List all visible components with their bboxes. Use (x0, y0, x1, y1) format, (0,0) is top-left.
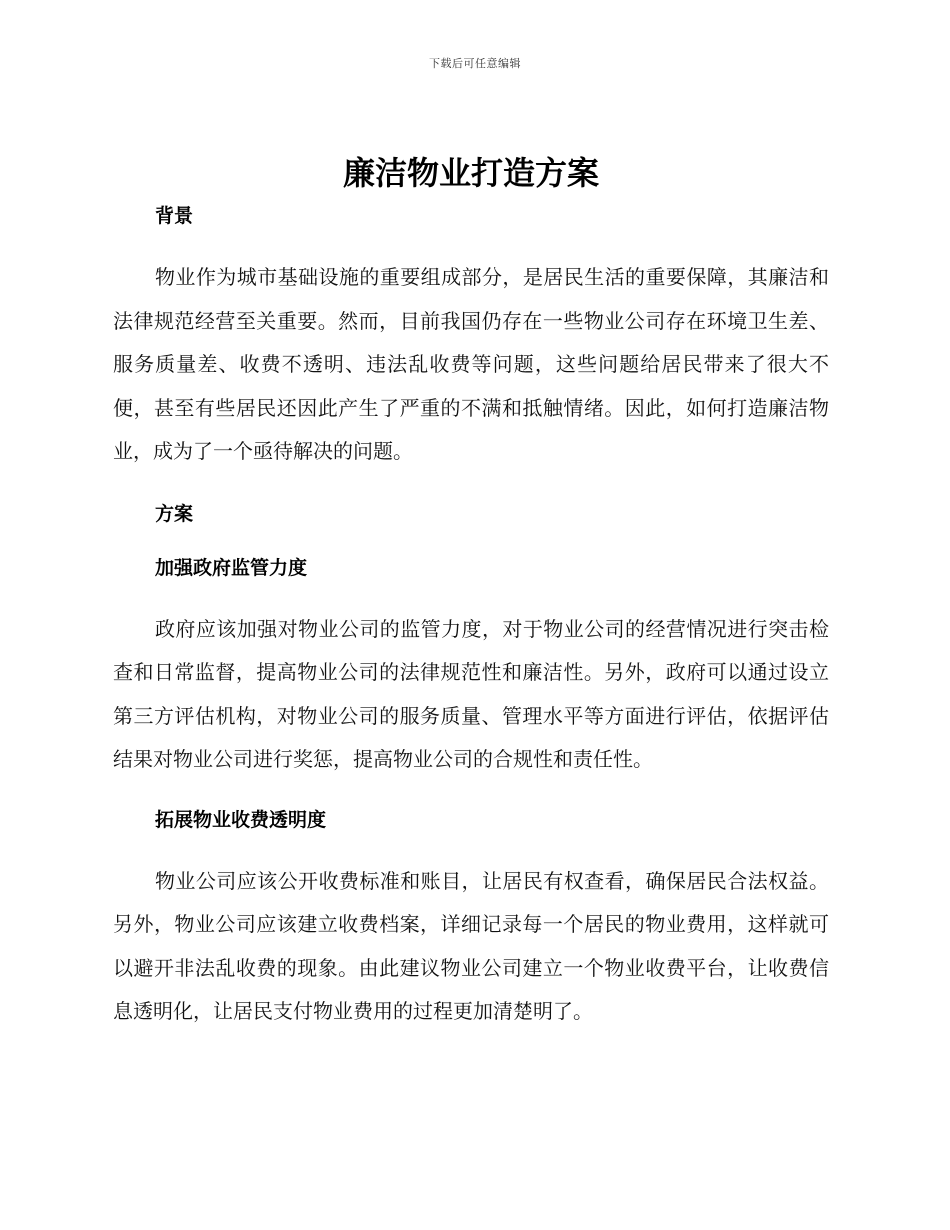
section-heading-fee-transparency: 拓展物业收费透明度 (155, 808, 327, 831)
section-heading-background: 背景 (155, 205, 194, 227)
document-body (113, 150, 829, 1034)
section-heading-plan: 方案 (155, 502, 194, 525)
section-heading-government-supervision: 加强政府监管力度 (155, 556, 308, 579)
running-header: 下载后可任意编辑 (429, 57, 521, 70)
government-supervision-paragraph: 政府应该加强对物业公司的监管力度，对于物业公司的经营情况进行突击检查和日常监督，提高物业公司的法律规范性和廉洁性。另外，政府可以通过设立第三方评估机构，对物业公司的服务质量、管理水平等方面进行评估，依据评估结果对物业公司进行奖惩，提高物业公司的合规性和责任性。 (113, 616, 829, 771)
document-title: 廉洁物业打造方案 (342, 154, 599, 192)
background-paragraph: 物业作为城市基础设施的重要组成部分，是居民生活的重要保障，其廉洁和法律规范经营至关重要。然而，目前我国仍存在一些物业公司存在环境卫生差、服务质量差、收费不透明、违法乱收费等问题，这些问题给居民带来了很大不便，甚至有些居民还因此产生了严重的不满和抵触情绪。因此，如何打造廉洁物业，成为了一个亟待解决的问题。 (113, 265, 829, 463)
fee-transparency-paragraph: 物业公司应该公开收费标准和账目，让居民有权查看，确保居民合法权益。另外，物业公司应该建立收费档案，详细记录每一个居民的物业费用，这样就可以避开非法乱收费的现象。由此建议物业公司建立一个物业收费平台，让收费信息透明化，让居民支付物业费用的过程更加清楚明了。 (113, 868, 829, 1023)
